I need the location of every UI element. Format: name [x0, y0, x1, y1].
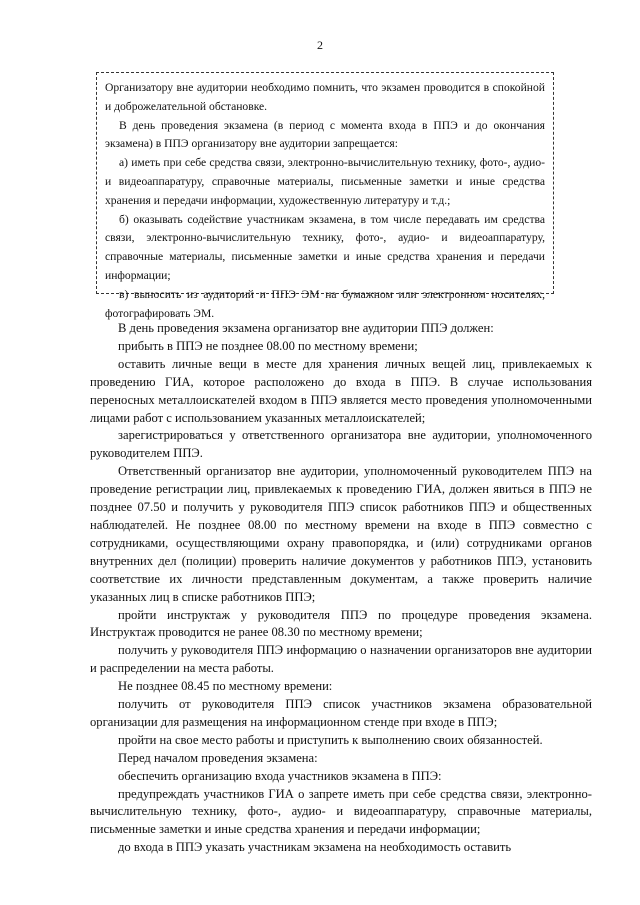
body-paragraph: пройти на свое место работы и приступить к выполнению своих обязанностей. — [118, 732, 543, 747]
document-body — [90, 320, 592, 857]
body-paragraph: пройти инструктаж у руководителя ППЭ по процедуре проведения экзамена. Инструктаж проводится не ранее 08.30 по местному времени; — [90, 607, 592, 640]
notice-paragraph: В день проведения экзамена (в период с момента входа в ППЭ и до окончания экзамена) в ППЭ организатору вне аудитории запрещается: — [105, 118, 545, 151]
notice-item-a: а) иметь при себе средства связи, электронно-вычислительную технику, фото-, аудио- и видеоаппаратуру, справочные материалы, письменные заметки и иные средства хранения и передачи информации, художественную литературу и т.д.; — [105, 156, 545, 207]
body-paragraph: получить от руководителя ППЭ список участников экзамена образовательной организации для размещения на информационном стенде при входе в ППЭ; — [90, 697, 592, 729]
body-paragraph: зарегистрироваться у ответственного организатора вне аудитории, уполномоченного руководителем ППЭ. — [90, 428, 592, 461]
body-paragraph: предупреждать участников ГИА о запрете иметь при себе средства связи, электронно-вычислительную технику, фото-, аудио- и видеоаппаратуру, справочные материалы, письменные заметки и иные средства хранения и передачи информации; — [90, 786, 592, 837]
body-paragraph: Не позднее 08.45 по местному времени: — [118, 679, 333, 694]
body-paragraph: оставить личные вещи в месте для хранения личных вещей лиц, привлекаемых к проведению ГИА, которое расположено до входа в ППЭ. В случае использования переносных металлоискателей входом в ППЭ является место проведения уполномоченными лицами работ с использованием указанных металлоискателей; — [90, 356, 592, 425]
notice-box — [96, 72, 554, 320]
body-paragraph: до входа в ППЭ указать участникам экзамена на необходимость оставить — [118, 840, 512, 855]
notice-item-c: в) выносить из аудиторий и ППЭ ЭМ на бумажном или электронном носителях, фотографировать ЭМ. — [105, 287, 545, 320]
body-paragraph: Ответственный организатор вне аудитории, уполномоченный руководителем ППЭ на проведение регистрации лиц, привлекаемых к проведению ГИА, должен явиться в ППЭ не позднее 07.50 и получить у руководителя ППЭ список работников ППЭ и общественных наблюдателей. Не позднее 08.00 по местному времени на входе в ППЭ совместно с сотрудниками, осуществляющими охрану правопорядка, и (или) сотрудниками органов внутренних дел (полиции) проверить наличие документов у работников ППЭ, установить соответствие их личности представленным документам, а также проверить наличие указанных лиц в списке работников ППЭ; — [90, 464, 592, 604]
body-paragraph: получить у руководителя ППЭ информацию о назначении организаторов вне аудитории и распределении на места работы. — [90, 643, 592, 676]
notice-item-b: б) оказывать содействие участникам экзамена, в том числе передавать им средства связи, электронно-вычислительную технику, фото-, аудио- и видеоаппаратуру, справочные материалы, письменные заметки и иные средства хранения и передачи информации; — [105, 212, 545, 282]
page-number: 2 — [317, 38, 323, 52]
body-paragraph: В день проведения экзамена организатор вне аудитории ППЭ должен: — [118, 321, 494, 335]
body-paragraph: обеспечить организацию входа участников экзамена в ППЭ: — [118, 768, 442, 783]
body-paragraph: прибыть в ППЭ не позднее 08.00 по местному времени; — [118, 338, 418, 353]
notice-paragraph: Организатору вне аудитории необходимо помнить, что экзамен проводится в спокойной и доброжелательной обстановке. — [105, 81, 545, 113]
body-paragraph: Перед началом проведения экзамена: — [118, 750, 318, 765]
